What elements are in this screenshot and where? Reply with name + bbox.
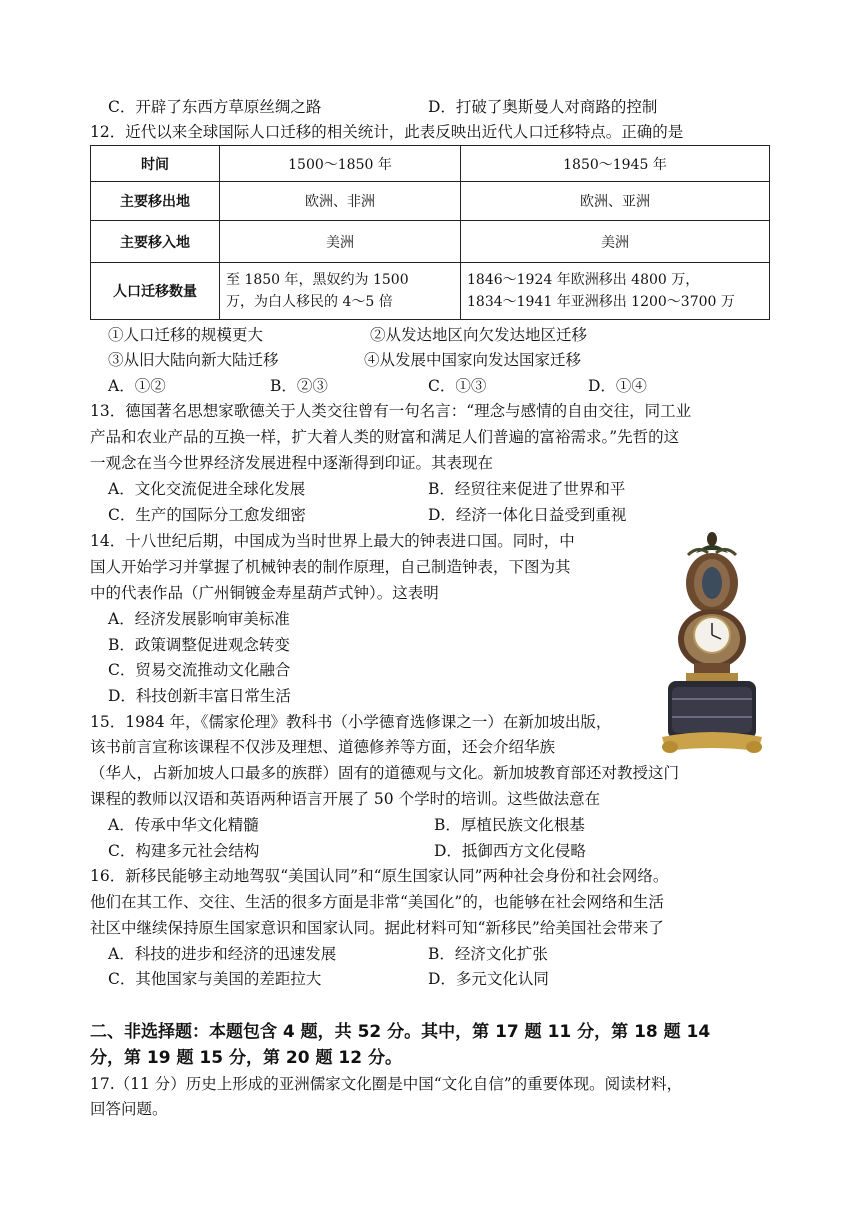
q14-option-b: B．政策调整促进观念转变 [108,636,290,654]
q13-option-c: C．生产的国际分工愈发细密 [108,506,306,524]
migration-table [90,145,770,320]
q12-item-2: ②从发达地区向欠发达地区迁移 [370,326,588,344]
cell-line: 1834～1941 年亚洲移出 1200～3700 万 [467,294,735,310]
q12-item-4: ④从发展中国家向发达国家迁移 [364,351,582,369]
table-row [91,182,770,221]
q16-option-b: B．经济文化扩张 [428,945,548,963]
q13-option-d: D．经济一体化日益受到重视 [428,506,627,524]
q16-line: 他们在其工作、交往、生活的很多方面是非常“美国化”的，也能够在社会网络和生活 [90,893,664,911]
table-header: 时间 [91,146,220,182]
table-row [91,221,770,263]
row-label: 人口迁移数量 [91,263,220,320]
q13-option-b: B．经贸往来促进了世界和平 [428,480,626,498]
cell-line: 万，为白人移民的 4～5 倍 [226,294,393,310]
q15-line: （华人，占新加坡人口最多的族群）固有的道德观与文化。新加坡教育部还对教授这门 [90,764,680,782]
q11-option-d: D．打破了奥斯曼人对商路的控制 [428,98,658,116]
q16-option-c: C．其他国家与美国的差距拉大 [108,970,322,988]
table-header: 1500～1850 年 [220,146,461,182]
q14-line: 国人开始学习并掌握了机械钟表的制作原理，自己制造钟表，下图为其 [90,558,571,576]
row-label: 主要移出地 [91,182,220,221]
q16-line: 16．新移民能够主动地驾驭“美国认同”和“原生国家认同”两种社会身份和社会网络。 [90,867,669,885]
q14-option-a: A．经济发展影响审美标准 [108,610,290,628]
gourd-clock-image [658,531,766,757]
q14-option-c: C．贸易交流推动文化融合 [108,661,291,679]
q17-line: 回答问题。 [90,1100,168,1118]
table-cell: 美洲 [220,221,461,263]
q13-line: 产品和农业产品的互换一样，扩大着人类的财富和满足人们普遍的富裕需求。”先哲的这 [90,428,680,446]
q13-line: 一观念在当今世界经济发展进程中逐渐得到印证。其表现在 [90,454,494,472]
q12-option-b: B．②③ [270,377,328,395]
q15-line: 15．1984 年，《儒家伦理》教科书（小学德育选修课之一）在新加坡出版， [90,713,612,731]
cell-line: 至 1850 年，黑奴约为 1500 [226,272,409,288]
q15-line: 课程的教师以汉语和英语两种语言开展了 50 个学时的培训。这些做法意在 [90,790,601,808]
table-row [91,146,770,182]
table-cell [461,263,770,320]
row-label: 主要移入地 [91,221,220,263]
section-heading: 分，第 19 题 15 分，第 20 题 12 分。 [90,1048,402,1068]
q12-option-d: D．①④ [588,377,647,395]
table-row [91,263,770,320]
q12-item-1: ①人口迁移的规模更大 [108,326,264,344]
table-cell: 欧洲、非洲 [220,182,461,221]
q12-stem: 12．近代以来全球国际人口迁移的相关统计，此表反映出近代人口迁移特点。正确的是 [90,123,684,141]
q15-option-b: B．厚植民族文化根基 [434,816,585,834]
q12-option-c: C．①③ [428,377,487,395]
q15-option-c: C．构建多元社会结构 [108,842,260,860]
q15-option-d: D．抵御西方文化侵略 [434,842,586,860]
q12-option-a: A．①② [108,377,166,395]
q16-option-d: D．多元文化认同 [428,970,549,988]
q12-item-3: ③从旧大陆向新大陆迁移 [108,351,279,369]
q17-line: 17.（11 分）历史上形成的亚洲儒家文化圈是中国“文化自信”的重要体现。阅读材料， [90,1075,683,1093]
q14-line: 14．十八世纪后期，中国成为当时世界上最大的钟表进口国。同时，中 [90,532,575,550]
cell-line: 1846～1924 年欧洲移出 4800 万， [467,272,700,288]
q13-option-a: A．文化交流促进全球化发展 [108,480,306,498]
table-cell: 欧洲、亚洲 [461,182,770,221]
q16-option-a: A．科技的进步和经济的迅速发展 [108,945,337,963]
q14-line: 中的代表作品（广州铜镀金寿星葫芦式钟）。这表明 [90,584,439,602]
q14-option-d: D．科技创新丰富日常生活 [108,687,291,705]
q13-line: 13．德国著名思想家歌德关于人类交往曾有一句名言：“理念与感情的自由交往，同工业 [90,402,692,420]
q16-line: 社区中继续保持原生国家意识和国家认同。据此材料可知“新移民”给美国社会带来了 [90,919,664,937]
q15-option-a: A．传承中华文化精髓 [108,816,259,834]
table-header: 1850～1945 年 [461,146,770,182]
q15-line: 该书前言宣称该课程不仅涉及理想、道德修养等方面，还会介绍华族 [90,738,556,756]
table-cell: 美洲 [461,221,770,263]
table-cell [220,263,461,320]
q11-option-c: C．开辟了东西方草原丝绸之路 [108,98,322,116]
section-heading: 二、非选择题：本题包含 4 题，共 52 分。其中，第 17 题 11 分，第 18 题 14 [90,1022,711,1042]
